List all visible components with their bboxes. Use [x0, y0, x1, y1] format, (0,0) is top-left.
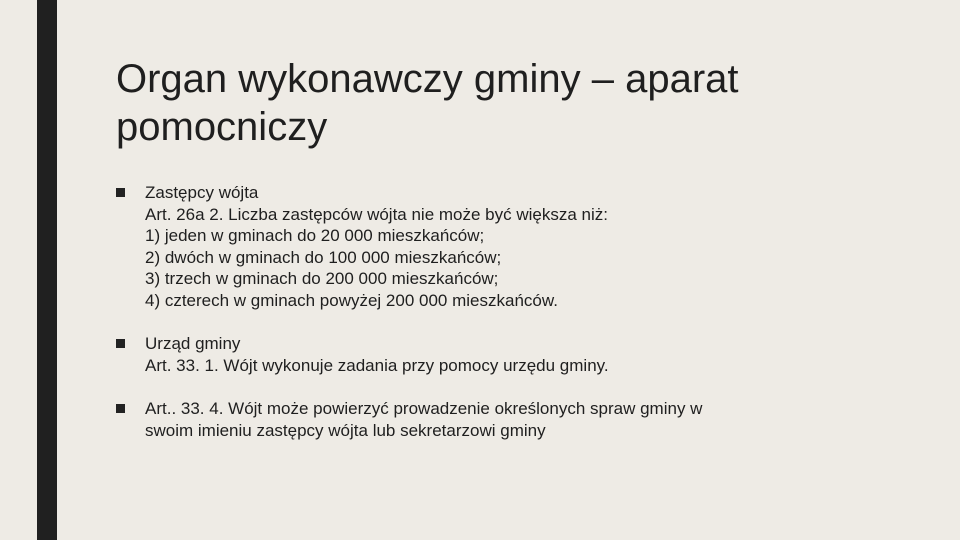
- square-bullet-icon: [116, 339, 125, 348]
- bullet-list: [116, 182, 836, 463]
- bullet-item-deputies: [116, 182, 836, 311]
- bullet-item-delegation: [116, 398, 836, 441]
- bullet-item-office: [116, 333, 836, 376]
- bullet-text-delegation: Art.. 33. 4. Wójt może powierzyć prowadzenie określonych spraw gminy w swoim imieniu zastępcy wójta lub sekretarzowi gminy: [145, 399, 703, 440]
- slide-title: Organ wykonawczy gminy – aparat pomocniczy: [116, 57, 739, 149]
- bullet-text-office: Urząd gminy Art. 33. 1. Wójt wykonuje zadania przy pomocy urzędu gminy.: [145, 334, 609, 375]
- square-bullet-icon: [116, 188, 125, 197]
- square-bullet-icon: [116, 404, 125, 413]
- left-accent-bar: [37, 0, 57, 540]
- bullet-text-deputies: Zastępcy wójta Art. 26a 2. Liczba zastępców wójta nie może być większa niż: 1) jeden w gminach do 20 000 mieszkańców; 2) dwóch w gminach do 100 000 mieszkańców; 3) trzech w gminach do 200 000 mieszkańców; 4) czterech w gminach powyżej 200 000 mieszkańców.: [145, 183, 608, 310]
